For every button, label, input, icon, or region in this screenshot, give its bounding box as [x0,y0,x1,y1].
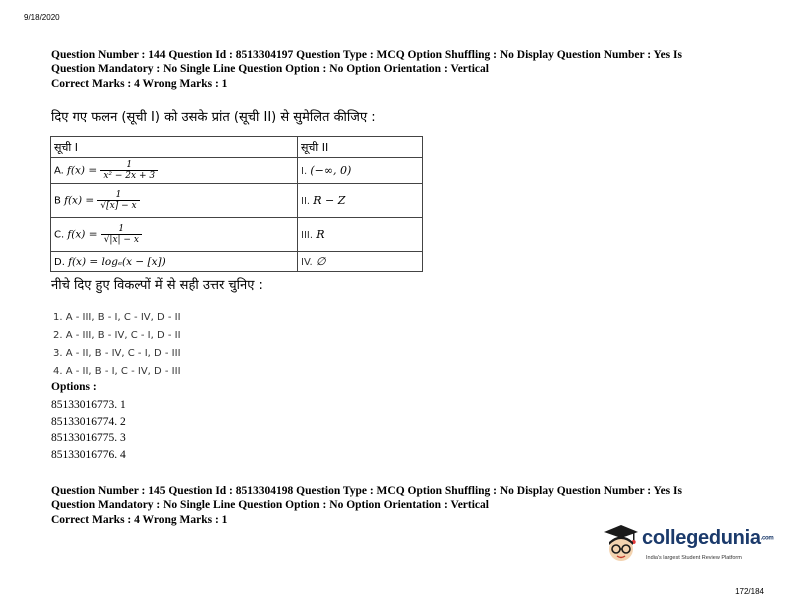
logo-wordmark: collegedunia.com [642,527,774,549]
question-2-meta [51,485,751,512]
match-table-header [51,137,423,158]
option-item: 85133016775. 3 [51,432,126,444]
option-item: 85133016773. 1 [51,399,126,411]
choice-item: 1. A - III, B - I, C - IV, D - II [53,312,181,323]
question-1-meta-line-1: Question Number : 144 Question Id : 8513304197 Question Type : MCQ Option Shuffling : No Display Question Number : Yes Is [51,49,682,61]
graduate-mascot-icon [600,523,642,568]
table-row [51,158,423,184]
list-2-item-i: I. (−∞, 0) [298,158,423,184]
list-2-item-ii: II. R − Z [298,184,423,218]
choice-list [53,309,181,381]
option-item: 85133016776. 4 [51,448,126,461]
options-label: Options : [51,381,97,393]
match-table [50,136,423,272]
question-2-meta-line-2: Question Mandatory : No Single Line Question Option : No Option Orientation : Vertical [51,498,489,511]
question-1-marks: Correct Marks : 4 Wrong Marks : 1 [51,78,228,90]
question-1-instruction: नीचे दिए हुए विकल्पों में से सही उत्तर चुनिए : [51,278,263,293]
question-1-prompt: दिए गए फलन (सूची I) को उसके प्रांत (सूची II) से सुमेलित कीजिए : [51,110,376,125]
list-1-item-a: A. f(x) = $\frac{1}{\text{x² − 2x + 3}}$ [51,158,298,184]
list-2-header: सूची II [298,137,423,158]
table-row [51,252,423,272]
list-1-item-d: D. f(x) = logₑ(x − [x]) [51,252,298,272]
question-1-meta-line-2: Question Mandatory : No Single Line Question Option : No Option Orientation : Vertical [51,62,489,75]
question-2-marks: Correct Marks : 4 Wrong Marks : 1 [51,514,228,526]
collegedunia-logo [600,523,774,568]
list-2-item-iii: III. R [298,218,423,252]
question-1-meta [51,49,751,76]
table-row [51,184,423,218]
options-list [51,397,126,463]
page-number: 172/184 [735,587,764,596]
option-item: 85133016774. 2 [51,415,126,428]
list-1-item-c: C. f(x) = $\frac{1}{√|x| - x}$ [51,218,298,252]
list-2-item-iv: IV. ∅ [298,252,423,272]
question-2-meta-line-1: Question Number : 145 Question Id : 8513304198 Question Type : MCQ Option Shuffling : No Display Question Number : Yes Is [51,485,682,497]
print-date: 9/18/2020 [24,13,60,22]
logo-tagline: India's largest Student Review Platform [646,555,742,561]
choice-item: 3. A - II, B - IV, C - I, D - III [53,348,181,359]
list-1-item-b: B f(x) = $\frac{1}{√[x] - x}$ [51,184,298,218]
choice-item: 2. A - III, B - IV, C - I, D - II [53,330,181,341]
list-1-header: सूची I [51,137,298,158]
choice-item: 4. A - II, B - I, C - IV, D - III [53,366,181,377]
table-row [51,218,423,252]
